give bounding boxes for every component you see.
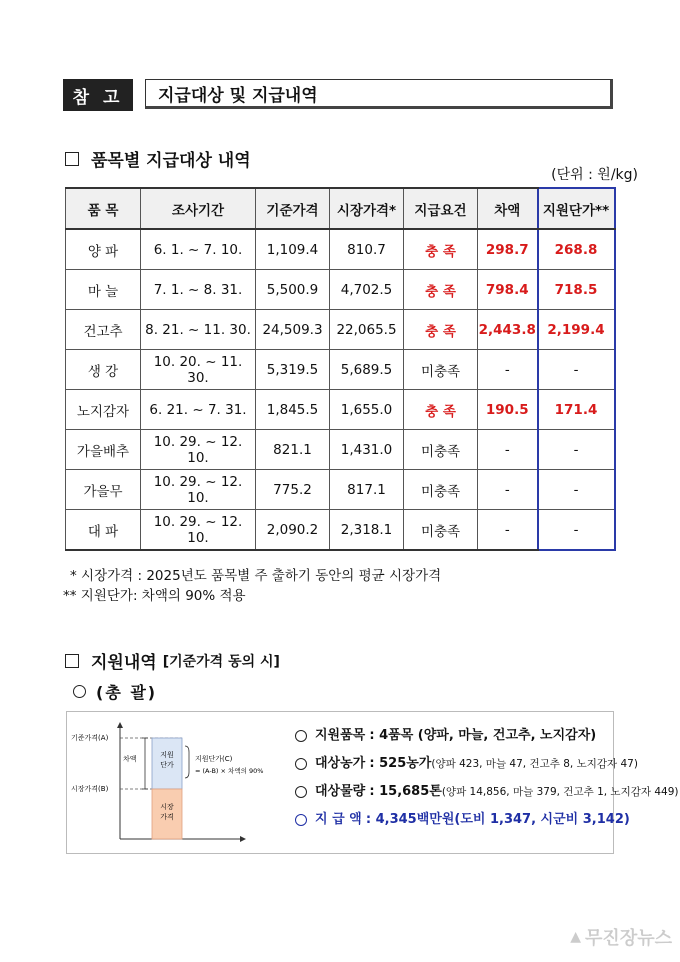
support-price-diagram (67, 712, 285, 853)
table-cell-diff: 798.4 (478, 270, 538, 310)
section1-heading (65, 146, 251, 171)
summary-heading (73, 680, 157, 703)
table-header-row (66, 188, 615, 229)
table-cell-base: 1,109.4 (256, 229, 330, 270)
table-cell-market: 1,431.0 (330, 430, 404, 470)
table-cell-base: 2,090.2 (256, 510, 330, 551)
info-label: 지원품목 (315, 728, 366, 743)
table-cell-market: 4,702.5 (330, 270, 404, 310)
table-cell-item: 양 파 (66, 229, 141, 270)
formula-label-2: = (A-B) × 차액의 90% (195, 767, 264, 775)
diff-label: 차액 (123, 755, 137, 763)
info-row-amount (295, 810, 678, 830)
table-row (66, 510, 615, 551)
table-cell-cond: 미충족 (404, 430, 478, 470)
x-axis-arrow-icon (240, 836, 246, 842)
base-price-label: 기준가격(A) (71, 734, 109, 742)
support-box-label-1: 지원 (160, 751, 174, 759)
summary-info (295, 726, 678, 838)
table-cell-period: 7. 1. ~ 8. 31. (141, 270, 256, 310)
table-row (66, 430, 615, 470)
table-cell-cond: 충 족 (404, 229, 478, 270)
section1-title: 품목별 지급대상 내역 (91, 151, 251, 171)
col-header: 지급요건 (404, 188, 478, 229)
table-cell-period: 6. 1. ~ 7. 10. (141, 229, 256, 270)
table-cell-unit: 718.5 (538, 270, 615, 310)
table-cell-base: 5,319.5 (256, 350, 330, 390)
table-cell-diff: - (478, 470, 538, 510)
formula-label-1: 지원단가(C) (195, 755, 233, 763)
table-cell-unit: 171.4 (538, 390, 615, 430)
info-value: : 4,345백만원(도비 1,347, 시군비 3,142) (365, 812, 630, 827)
info-detail: (양파 14,856, 마늘 379, 건고추 1, 노지감자 449) (441, 786, 679, 798)
table-cell-unit: - (538, 510, 615, 551)
table-cell-diff: 2,443.8 (478, 310, 538, 350)
market-price-label: 시장가격(B) (71, 785, 109, 793)
table-cell-diff: 190.5 (478, 390, 538, 430)
col-header: 시장가격* (330, 188, 404, 229)
table-cell-cond: 미충족 (404, 510, 478, 551)
page-title: 지급대상 및 지급내역 (145, 79, 613, 109)
table-cell-diff: - (478, 510, 538, 551)
table-cell-cond: 충 족 (404, 390, 478, 430)
table-cell-item: 노지감자 (66, 390, 141, 430)
note-support-unit: ** 지원단가: 차액의 90% 적용 (63, 588, 246, 604)
table-cell-base: 1,845.5 (256, 390, 330, 430)
table-cell-market: 810.7 (330, 229, 404, 270)
table-cell-period: 10. 29. ~ 12. 10. (141, 510, 256, 551)
info-row-items (295, 726, 678, 746)
table-cell-item: 생 강 (66, 350, 141, 390)
y-axis-arrow-icon (117, 722, 123, 728)
market-box-label-1: 시장 (160, 803, 174, 811)
table-row (66, 350, 615, 390)
reference-badge: 참 고 (63, 79, 133, 111)
col-header: 품 목 (66, 188, 141, 229)
circle-bullet-icon (295, 730, 307, 742)
mountain-logo-icon: ▲ (570, 929, 582, 945)
info-row-farms (295, 754, 678, 774)
table-cell-cond: 미충족 (404, 350, 478, 390)
table-cell-unit: - (538, 470, 615, 510)
info-value: : 4품목 (양파, 마늘, 건고추, 노지감자) (369, 728, 597, 743)
table-cell-market: 5,689.5 (330, 350, 404, 390)
table-cell-item: 가을배추 (66, 430, 141, 470)
info-value: : 525농가 (369, 756, 432, 771)
table-cell-base: 5,500.9 (256, 270, 330, 310)
table-cell-period: 10. 20. ~ 11. 30. (141, 350, 256, 390)
info-label: 대상물량 (315, 784, 366, 799)
table-cell-market: 1,655.0 (330, 390, 404, 430)
table-cell-diff: - (478, 430, 538, 470)
col-header: 지원단가** (538, 188, 615, 229)
table-cell-market: 22,065.5 (330, 310, 404, 350)
circle-bullet-icon (295, 786, 307, 798)
info-detail: (양파 423, 마늘 47, 건고추 8, 노지감자 47) (431, 758, 638, 770)
table-cell-diff: 298.7 (478, 229, 538, 270)
table-cell-period: 10. 29. ~ 12. 10. (141, 470, 256, 510)
table-cell-item: 대 파 (66, 510, 141, 551)
table-cell-cond: 충 족 (404, 310, 478, 350)
col-header: 조사기간 (141, 188, 256, 229)
table-cell-unit: 268.8 (538, 229, 615, 270)
section2-subtitle: [기준가격 동의 시] (162, 653, 280, 670)
table-cell-unit: - (538, 430, 615, 470)
col-header: 기준가격 (256, 188, 330, 229)
table-cell-period: 10. 29. ~ 12. 10. (141, 430, 256, 470)
note-market-price: * 시장가격 : 2025년도 품목별 주 출하기 동안의 평균 시장가격 (70, 568, 442, 584)
summary-panel (66, 711, 679, 854)
section2-title: 지원내역 (91, 653, 157, 673)
table-cell-item: 건고추 (66, 310, 141, 350)
table-cell-market: 817.1 (330, 470, 404, 510)
circle-bullet-icon (73, 685, 86, 698)
info-row-volume (295, 782, 678, 802)
table-row (66, 270, 615, 310)
table-cell-unit: 2,199.4 (538, 310, 615, 350)
table-cell-market: 2,318.1 (330, 510, 404, 551)
circle-bullet-icon (295, 758, 307, 770)
support-box-label-2: 단가 (160, 761, 174, 769)
support-table (65, 187, 616, 551)
table-cell-base: 775.2 (256, 470, 330, 510)
unit-label: (단위 : 원/kg) (551, 167, 638, 183)
square-bullet-icon (65, 654, 79, 668)
table-cell-item: 가을무 (66, 470, 141, 510)
circle-bullet-icon (295, 814, 307, 826)
table-cell-base: 821.1 (256, 430, 330, 470)
summary-label: (총 괄) (96, 683, 158, 702)
table-cell-base: 24,509.3 (256, 310, 330, 350)
table-cell-period: 8. 21. ~ 11. 30. (141, 310, 256, 350)
table-cell-period: 6. 21. ~ 7. 31. (141, 390, 256, 430)
table-cell-cond: 미충족 (404, 470, 478, 510)
table-cell-item: 마 늘 (66, 270, 141, 310)
table-cell-cond: 충 족 (404, 270, 478, 310)
table-row (66, 310, 615, 350)
section2-heading (65, 648, 280, 673)
table-row (66, 229, 615, 270)
watermark (570, 924, 672, 950)
table-row (66, 470, 615, 510)
watermark-text: 무진장뉴스 (585, 928, 672, 949)
table-cell-diff: - (478, 350, 538, 390)
info-label: 지 급 액 (315, 812, 362, 827)
table-cell-unit: - (538, 350, 615, 390)
market-box-label-2: 가격 (160, 813, 174, 821)
info-label: 대상농가 (315, 756, 366, 771)
col-header: 차액 (478, 188, 538, 229)
info-value: : 15,685톤 (369, 784, 442, 799)
table-row (66, 390, 615, 430)
square-bullet-icon (65, 152, 79, 166)
